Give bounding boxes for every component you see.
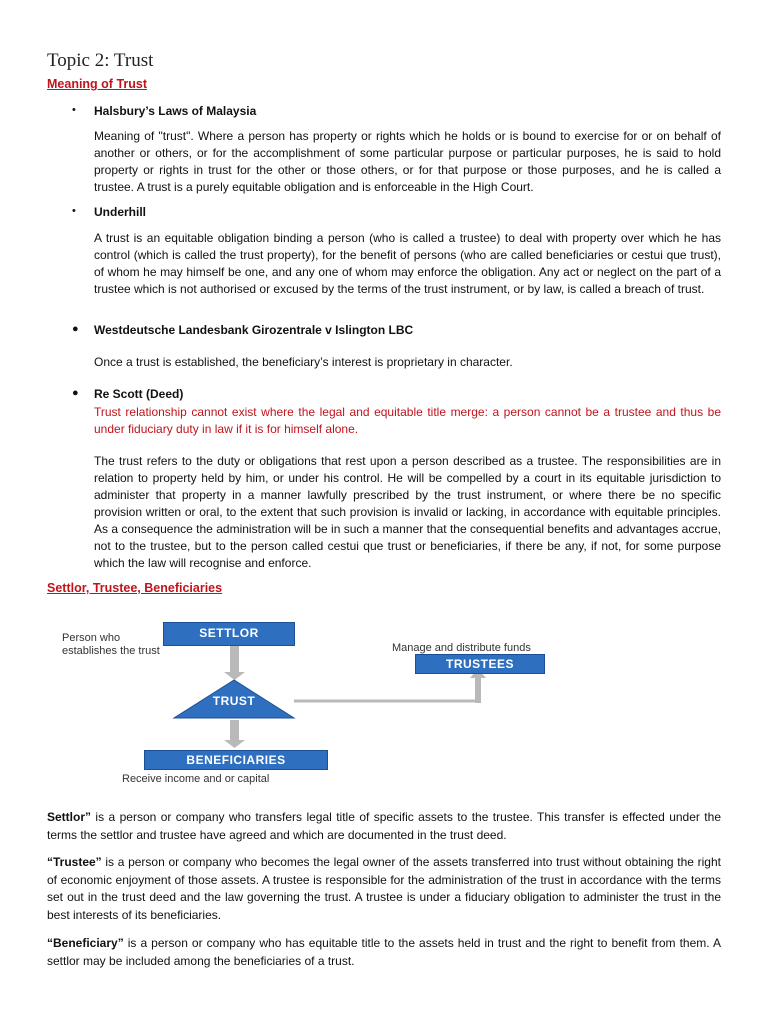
settlor-box: SETTLOR — [163, 622, 295, 646]
beneficiaries-caption: Receive income and or capital — [122, 773, 270, 785]
settlor-definition — [47, 809, 721, 844]
re-scott-text: Trust relationship cannot exist where the legal and equitable title merge: a person cannot be a trustee and thus be under fiduciary duty in law if it is for himself alone. — [94, 405, 721, 436]
bullet-icon: • — [72, 205, 76, 217]
beneficiary-definition — [47, 935, 721, 970]
page-title: Topic 2: Trust — [47, 50, 154, 71]
settlor-term: Settlor” — [47, 810, 92, 824]
diagram-arrows — [56, 616, 616, 794]
beneficiary-term: “Beneficiary” — [47, 936, 124, 950]
trustee-text: is a person or company who becomes the legal owner of the assets transferred into trust without obtaining the right of economic enjoyment of those assets. A trustee is responsible for the administration of the trust in accordance with the terms set out in the trust deed and the law governing the trust. A trustee is under a fiduciary obligation to administer the trust in the best interests of its beneficiaries. — [47, 855, 721, 922]
arrow-settlor-to-trust — [224, 646, 245, 680]
bullet-icon: ● — [72, 323, 79, 335]
bullet-label: Re Scott (Deed) — [94, 387, 184, 401]
beneficiary-text: is a person or company who has equitable title to the assets held in trust and the right to benefit from them. A settlor may be included among the beneficiaries of a trust. — [47, 936, 721, 968]
settlor-caption-2: establishes the trust — [62, 645, 160, 657]
beneficiaries-box: BENEFICIARIES — [144, 750, 328, 770]
underhill-text: A trust is an equitable obligation binding a person (who is called a trustee) to deal with property over which he has control (which is called the trust property), for the benefit of persons (who are called beneficiaries or cestui que trust), of whom he may himself be one, and any one of whom may enforce the obligation. Any act or neglect on the part of a trustee which is not authorised or excused by the terms of the trust instrument, or by law, is called a breach of trust. — [94, 231, 721, 296]
westdeutsche-text: Once a trust is established, the beneficiary’s interest is proprietary in character. — [94, 355, 513, 369]
trustees-box: TRUSTEES — [415, 654, 545, 674]
trustees-caption: Manage and distribute funds — [392, 642, 531, 654]
settlor-caption-1: Person who — [62, 632, 121, 644]
halsbury-text: Meaning of "trust". Where a person has property or rights which he holds or is bound to exercise for or on behalf of another or others, or for the accomplishment of some particular purpose or particular purposes, he is said to hold property or rights in trust for the other or those others, or for that purpose or those purposes, and he is called a trustee. A trust is a purely equitable obligation and is enforceable in the High Court. — [94, 129, 721, 194]
trust-label: TRUST — [212, 694, 256, 708]
arrow-trust-to-trustees — [294, 669, 486, 703]
bullet-label: Halsbury’s Laws of Malaysia — [94, 104, 257, 118]
trust-paragraph: The trust refers to the duty or obligations that rest upon a person described as a trustee. The responsibilities are in relation to property held by him, or under his control. He will be compelled by a court in its equitable jurisdiction to administer that property in a manner lawfully prescribed by the trust instrument, or where there be no specific provision written or oral, to the extent that such provision is invalid or lacking, in accordance with equitable principles. As a consequence the administration will be in such a manner that the consequential benefits and advantages accrue, not to the trustee, but to the person called cestui que trust or beneficiaries, if there be any, if not, for some purpose which the law will recognise and enforce. — [94, 454, 721, 570]
bullet-label: Westdeutsche Landesbank Girozentrale v Islington LBC — [94, 323, 414, 337]
trustee-term: “Trustee” — [47, 855, 102, 869]
bullet-icon: • — [72, 104, 76, 116]
settlor-text: is a person or company who transfers legal title of specific assets to the trustee. This transfer is effected under the terms the settlor and trustee have agreed and which are documented in the trust deed. — [47, 810, 721, 842]
parties-heading: Settlor, Trustee, Beneficiaries — [47, 581, 223, 595]
bullet-label: Underhill — [94, 205, 147, 219]
trust-diagram — [56, 616, 616, 794]
arrow-trust-to-beneficiaries — [224, 720, 245, 748]
meaning-heading: Meaning of Trust — [47, 77, 147, 91]
trustee-definition — [47, 854, 721, 924]
bullet-icon: ● — [72, 387, 79, 399]
